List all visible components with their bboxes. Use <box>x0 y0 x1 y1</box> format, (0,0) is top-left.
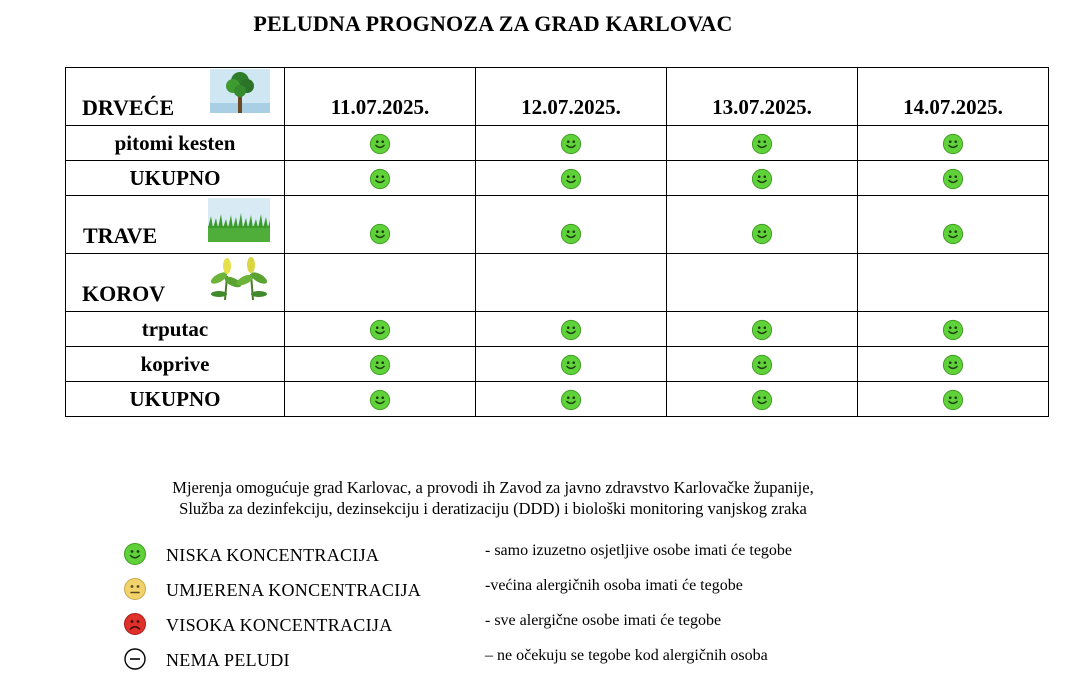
legend-desc: – ne očekuju se tegobe kod alergičnih osoba <box>485 647 768 664</box>
level-cell <box>858 161 1049 196</box>
empty-cell <box>667 254 858 312</box>
row-label: UKUPNO <box>66 161 285 196</box>
legend-item-moderate <box>123 577 1023 612</box>
table-row <box>66 196 1049 254</box>
notes <box>0 477 986 519</box>
happy-face-icon <box>369 223 391 245</box>
empty-cell <box>858 254 1049 312</box>
row-label: UKUPNO <box>66 382 285 417</box>
level-cell <box>285 196 476 254</box>
empty-cell <box>285 254 476 312</box>
happy-face-icon <box>369 319 391 341</box>
weed-image-icon <box>207 256 271 302</box>
level-cell <box>667 161 858 196</box>
level-cell <box>858 312 1049 347</box>
sad-face-icon <box>123 612 147 636</box>
happy-face-icon <box>560 133 582 155</box>
notes-line: Mjerenja omogućuje grad Karlovac, a provodi ih Zavod za javno zdravstvo Karlovačke županije, <box>172 478 814 497</box>
happy-face-icon <box>751 223 773 245</box>
happy-face-icon <box>369 354 391 376</box>
legend-name: NISKA KONCENTRACIJA <box>166 545 380 565</box>
happy-face-icon <box>942 133 964 155</box>
level-cell <box>285 347 476 382</box>
level-cell <box>667 196 858 254</box>
group-label: KOROV <box>82 281 166 306</box>
legend-name: UMJERENA KONCENTRACIJA <box>166 580 422 600</box>
happy-face-icon <box>560 354 582 376</box>
date-header: 11.07.2025. <box>285 68 476 126</box>
level-cell <box>476 347 667 382</box>
legend-name: VISOKA KONCENTRACIJA <box>166 615 393 635</box>
group-header-drvece <box>66 68 285 126</box>
legend-item-low <box>123 542 1023 577</box>
table-row <box>66 347 1049 382</box>
level-cell <box>858 126 1049 161</box>
level-cell <box>858 382 1049 417</box>
minus-circle-icon <box>123 647 147 671</box>
legend-desc: - samo izuzetno osjetljive osobe imati će tegobe <box>485 542 793 559</box>
row-label: pitomi kesten <box>66 126 285 161</box>
legend-desc: -većina alergičnih osoba imati će tegobe <box>485 577 743 594</box>
happy-face-icon <box>751 354 773 376</box>
level-cell <box>667 126 858 161</box>
empty-cell <box>476 254 667 312</box>
table-header-row <box>66 68 1049 126</box>
happy-face-icon <box>751 389 773 411</box>
notes-line: Služba za dezinfekciju, dezinsekciju i deratizaciju (DDD) i biološki monitoring vanjskog zraka <box>179 499 807 518</box>
legend-item-none <box>123 647 1023 675</box>
neutral-face-icon <box>123 577 147 601</box>
tree-image-icon <box>210 69 270 113</box>
group-header-trave <box>66 196 285 254</box>
level-cell <box>667 347 858 382</box>
date-header: 12.07.2025. <box>476 68 667 126</box>
level-cell <box>858 196 1049 254</box>
level-cell <box>476 126 667 161</box>
happy-face-icon <box>369 389 391 411</box>
page-title: PELUDNA PROGNOZA ZA GRAD KARLOVAC <box>253 11 733 36</box>
row-label: trputac <box>66 312 285 347</box>
level-cell <box>476 161 667 196</box>
happy-face-icon <box>942 319 964 341</box>
group-header-korov <box>66 254 285 312</box>
level-cell <box>667 312 858 347</box>
level-cell <box>476 382 667 417</box>
happy-face-icon <box>942 389 964 411</box>
legend-item-high <box>123 612 1023 647</box>
level-cell <box>476 312 667 347</box>
happy-face-icon <box>560 389 582 411</box>
date-header: 14.07.2025. <box>858 68 1049 126</box>
table-row <box>66 254 1049 312</box>
happy-face-icon <box>751 319 773 341</box>
level-cell <box>285 312 476 347</box>
level-cell <box>858 347 1049 382</box>
table-row <box>66 126 1049 161</box>
group-label: TRAVE <box>83 223 158 248</box>
level-cell <box>285 126 476 161</box>
date-header: 13.07.2025. <box>667 68 858 126</box>
happy-face-icon <box>560 319 582 341</box>
happy-face-icon <box>123 542 147 566</box>
happy-face-icon <box>942 168 964 190</box>
row-label: koprive <box>66 347 285 382</box>
happy-face-icon <box>751 168 773 190</box>
happy-face-icon <box>751 133 773 155</box>
happy-face-icon <box>369 168 391 190</box>
happy-face-icon <box>560 223 582 245</box>
happy-face-icon <box>369 133 391 155</box>
happy-face-icon <box>560 168 582 190</box>
grass-image-icon <box>208 198 270 242</box>
legend <box>123 542 1023 675</box>
level-cell <box>476 196 667 254</box>
legend-name: NEMA PELUDI <box>166 650 290 670</box>
table-row <box>66 161 1049 196</box>
pollen-forecast-table <box>65 67 1049 417</box>
level-cell <box>667 382 858 417</box>
group-label: DRVEĆE <box>82 95 175 120</box>
legend-desc: - sve alergične osobe imati će tegobe <box>485 612 722 629</box>
happy-face-icon <box>942 223 964 245</box>
level-cell <box>285 161 476 196</box>
happy-face-icon <box>942 354 964 376</box>
table-row <box>66 382 1049 417</box>
table-row <box>66 312 1049 347</box>
level-cell <box>285 382 476 417</box>
